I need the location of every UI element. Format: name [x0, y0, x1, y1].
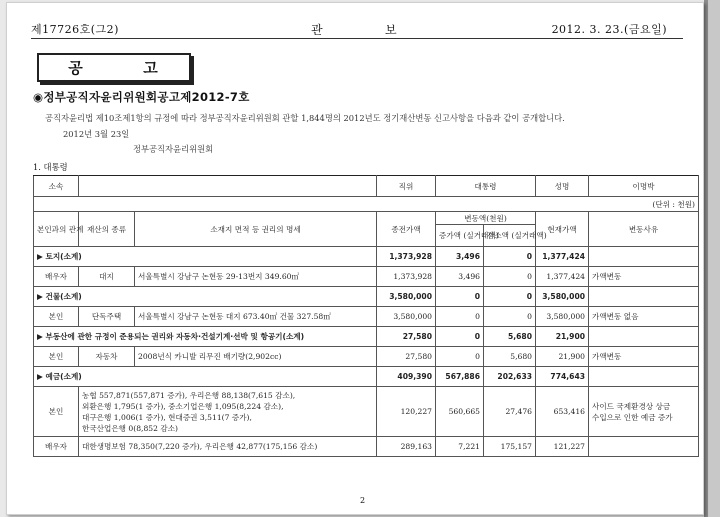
reason-line: 수입으로 인한 예금 증가: [592, 412, 673, 422]
col-reason: 변동사유: [589, 212, 699, 247]
subtotal-prev: 27,580: [377, 327, 436, 347]
row-decrease: 0: [484, 307, 536, 327]
notice-heading: ◉정부공직자윤리위원회공고제2012-7호: [33, 90, 250, 104]
gazette-title-left: 관: [311, 23, 324, 37]
position-label: 직위: [377, 176, 436, 197]
table-row: [34, 307, 699, 327]
table-row: [34, 437, 699, 457]
row-reason: [589, 387, 699, 437]
issue-number: 제17726호(그2): [31, 23, 119, 36]
intro-text: 공직자윤리법 제10조제1항의 규정에 따라 정부공직자윤리위원회 관할 1,844명의 2012년도 정기재산변동 신고사항을 다음과 같이 공개합니다.: [45, 113, 565, 123]
row-location: 서울특별시 강남구 논현동 대지 673.40㎡ 건물 327.58㎡: [135, 307, 377, 327]
table-row: [34, 267, 699, 287]
section-title: 1. 대통령: [33, 162, 68, 172]
subtotal-decrease: 202,633: [484, 367, 536, 387]
affiliation-value: [79, 176, 377, 197]
subtotal-reason: [589, 247, 699, 267]
gazette-title-right: 보: [385, 23, 398, 37]
row-increase: 0: [436, 347, 484, 367]
row-decrease: 5,680: [484, 347, 536, 367]
col-location: 소재지 면적 등 권리의 명세: [135, 212, 377, 247]
row-prev: 3,580,000: [377, 307, 436, 327]
row-location: 2008년식 카니발 리무진 배기량(2,902cc): [135, 347, 377, 367]
subtotal-decrease: 5,680: [484, 327, 536, 347]
row-reason: 가액변동 없음: [589, 307, 699, 327]
name-label: 성명: [536, 176, 589, 197]
row-type: 단독주택: [79, 307, 135, 327]
col-decrease: 감소액 (실거래액): [484, 225, 536, 247]
row-location: 대한생명보험 78,350(7,220 증가), 우리은행 42,877(175,156 감소): [79, 437, 377, 457]
signature-date: 2012년 3월 23일: [63, 129, 130, 139]
subtotal-decrease: 0: [484, 247, 536, 267]
row-reason: 가액변동: [589, 347, 699, 367]
affiliation-label: 소속: [34, 176, 79, 197]
row-decrease: 175,157: [484, 437, 536, 457]
table-row: [34, 347, 699, 367]
row-prev: 289,163: [377, 437, 436, 457]
col-current: 현재가액: [536, 212, 589, 247]
row-location: 서울특별시 강남구 논현동 29-13번지 349.60㎡: [135, 267, 377, 287]
row-type: 자동차: [79, 347, 135, 367]
subtotal-increase: 0: [436, 287, 484, 307]
row-current: 3,580,000: [536, 307, 589, 327]
row-prev: 120,227: [377, 387, 436, 437]
notice-char-2: 고: [143, 59, 160, 77]
table-row: [34, 387, 699, 437]
subtotal-increase: 3,496: [436, 247, 484, 267]
subtotal-decrease: 0: [484, 287, 536, 307]
asset-table: [33, 175, 699, 457]
subtotal-current: 1,377,424: [536, 247, 589, 267]
subtotal-label: ▶ 토지(소계): [34, 247, 377, 267]
building-subtotal-row: [34, 287, 699, 307]
row-increase: 3,496: [436, 267, 484, 287]
subtotal-label: ▶ 부동산에 관한 규정이 준용되는 권리와 자동차·건설기계·선박 및 항공기(소계): [34, 327, 377, 347]
subtotal-prev: 1,373,928: [377, 247, 436, 267]
issue-date: 2012. 3. 23.(금요일): [551, 23, 667, 36]
row-increase: 560,665: [436, 387, 484, 437]
subtotal-label: ▶ 예금(소계): [34, 367, 377, 387]
deposit-line: 대구은행 1,006(1 증가), 현대증권 3,511(7 증가),: [82, 412, 252, 422]
row-relation: 배우자: [34, 267, 79, 287]
subtotal-reason: [589, 367, 699, 387]
row-increase: 7,221: [436, 437, 484, 457]
header-divider: [31, 38, 683, 39]
row-increase: 0: [436, 307, 484, 327]
reason-line: 사이드 국제환경상 상금: [592, 401, 671, 411]
col-asset-type: 재산의 종류: [79, 212, 135, 247]
deposit-subtotal-row: [34, 367, 699, 387]
subtotal-current: 21,900: [536, 327, 589, 347]
row-decrease: 0: [484, 267, 536, 287]
row-location: [79, 387, 377, 437]
column-header-row: [34, 212, 699, 225]
subtotal-reason: [589, 287, 699, 307]
subtotal-increase: 0: [436, 327, 484, 347]
row-relation: 본인: [34, 347, 79, 367]
row-relation: 본인: [34, 387, 79, 437]
deposit-line: 한국산업은행 0(8,852 감소): [82, 423, 179, 433]
col-prev-value: 종전가액: [377, 212, 436, 247]
notice-char-1: 공: [68, 59, 85, 77]
row-current: 121,227: [536, 437, 589, 457]
land-subtotal-row: [34, 247, 699, 267]
row-relation: 배우자: [34, 437, 79, 457]
deposit-line: 농협 557,871(557,871 증가), 우리은행 88,138(7,615 감소),: [82, 390, 296, 400]
row-current: 653,416: [536, 387, 589, 437]
organization: 정부공직자윤리위원회: [133, 144, 214, 154]
subtotal-reason: [589, 327, 699, 347]
page-number: 2: [360, 496, 366, 505]
row-reason: [589, 437, 699, 457]
vehicle-subtotal-row: [34, 327, 699, 347]
unit-label: (단위 : 천원): [34, 197, 699, 212]
col-change: 변동액(천원): [436, 212, 536, 225]
top-header-row: [34, 176, 699, 197]
unit-row: [34, 197, 699, 212]
col-relation: 본인과의 관계: [34, 212, 79, 247]
subtotal-increase: 567,886: [436, 367, 484, 387]
row-type: 대지: [79, 267, 135, 287]
subtotal-current: 774,643: [536, 367, 589, 387]
subtotal-prev: 409,390: [377, 367, 436, 387]
row-decrease: 27,476: [484, 387, 536, 437]
row-current: 1,377,424: [536, 267, 589, 287]
row-relation: 본인: [34, 307, 79, 327]
row-prev: 1,373,928: [377, 267, 436, 287]
row-reason: 가액변동: [589, 267, 699, 287]
position-value: 대통령: [436, 176, 536, 197]
notice-title-box: [37, 53, 191, 82]
scrollbar[interactable]: [708, 0, 720, 517]
name-value: 이명박: [589, 176, 699, 197]
row-prev: 27,580: [377, 347, 436, 367]
col-increase: 증가액 (실거래액): [436, 225, 484, 247]
gazette-page: [6, 2, 704, 515]
subtotal-current: 3,580,000: [536, 287, 589, 307]
row-current: 21,900: [536, 347, 589, 367]
subtotal-prev: 3,580,000: [377, 287, 436, 307]
deposit-line: 외환은행 1,795(1 증가), 중소기업은행 1,095(8,224 감소),: [82, 401, 284, 411]
subtotal-label: ▶ 건물(소계): [34, 287, 377, 307]
